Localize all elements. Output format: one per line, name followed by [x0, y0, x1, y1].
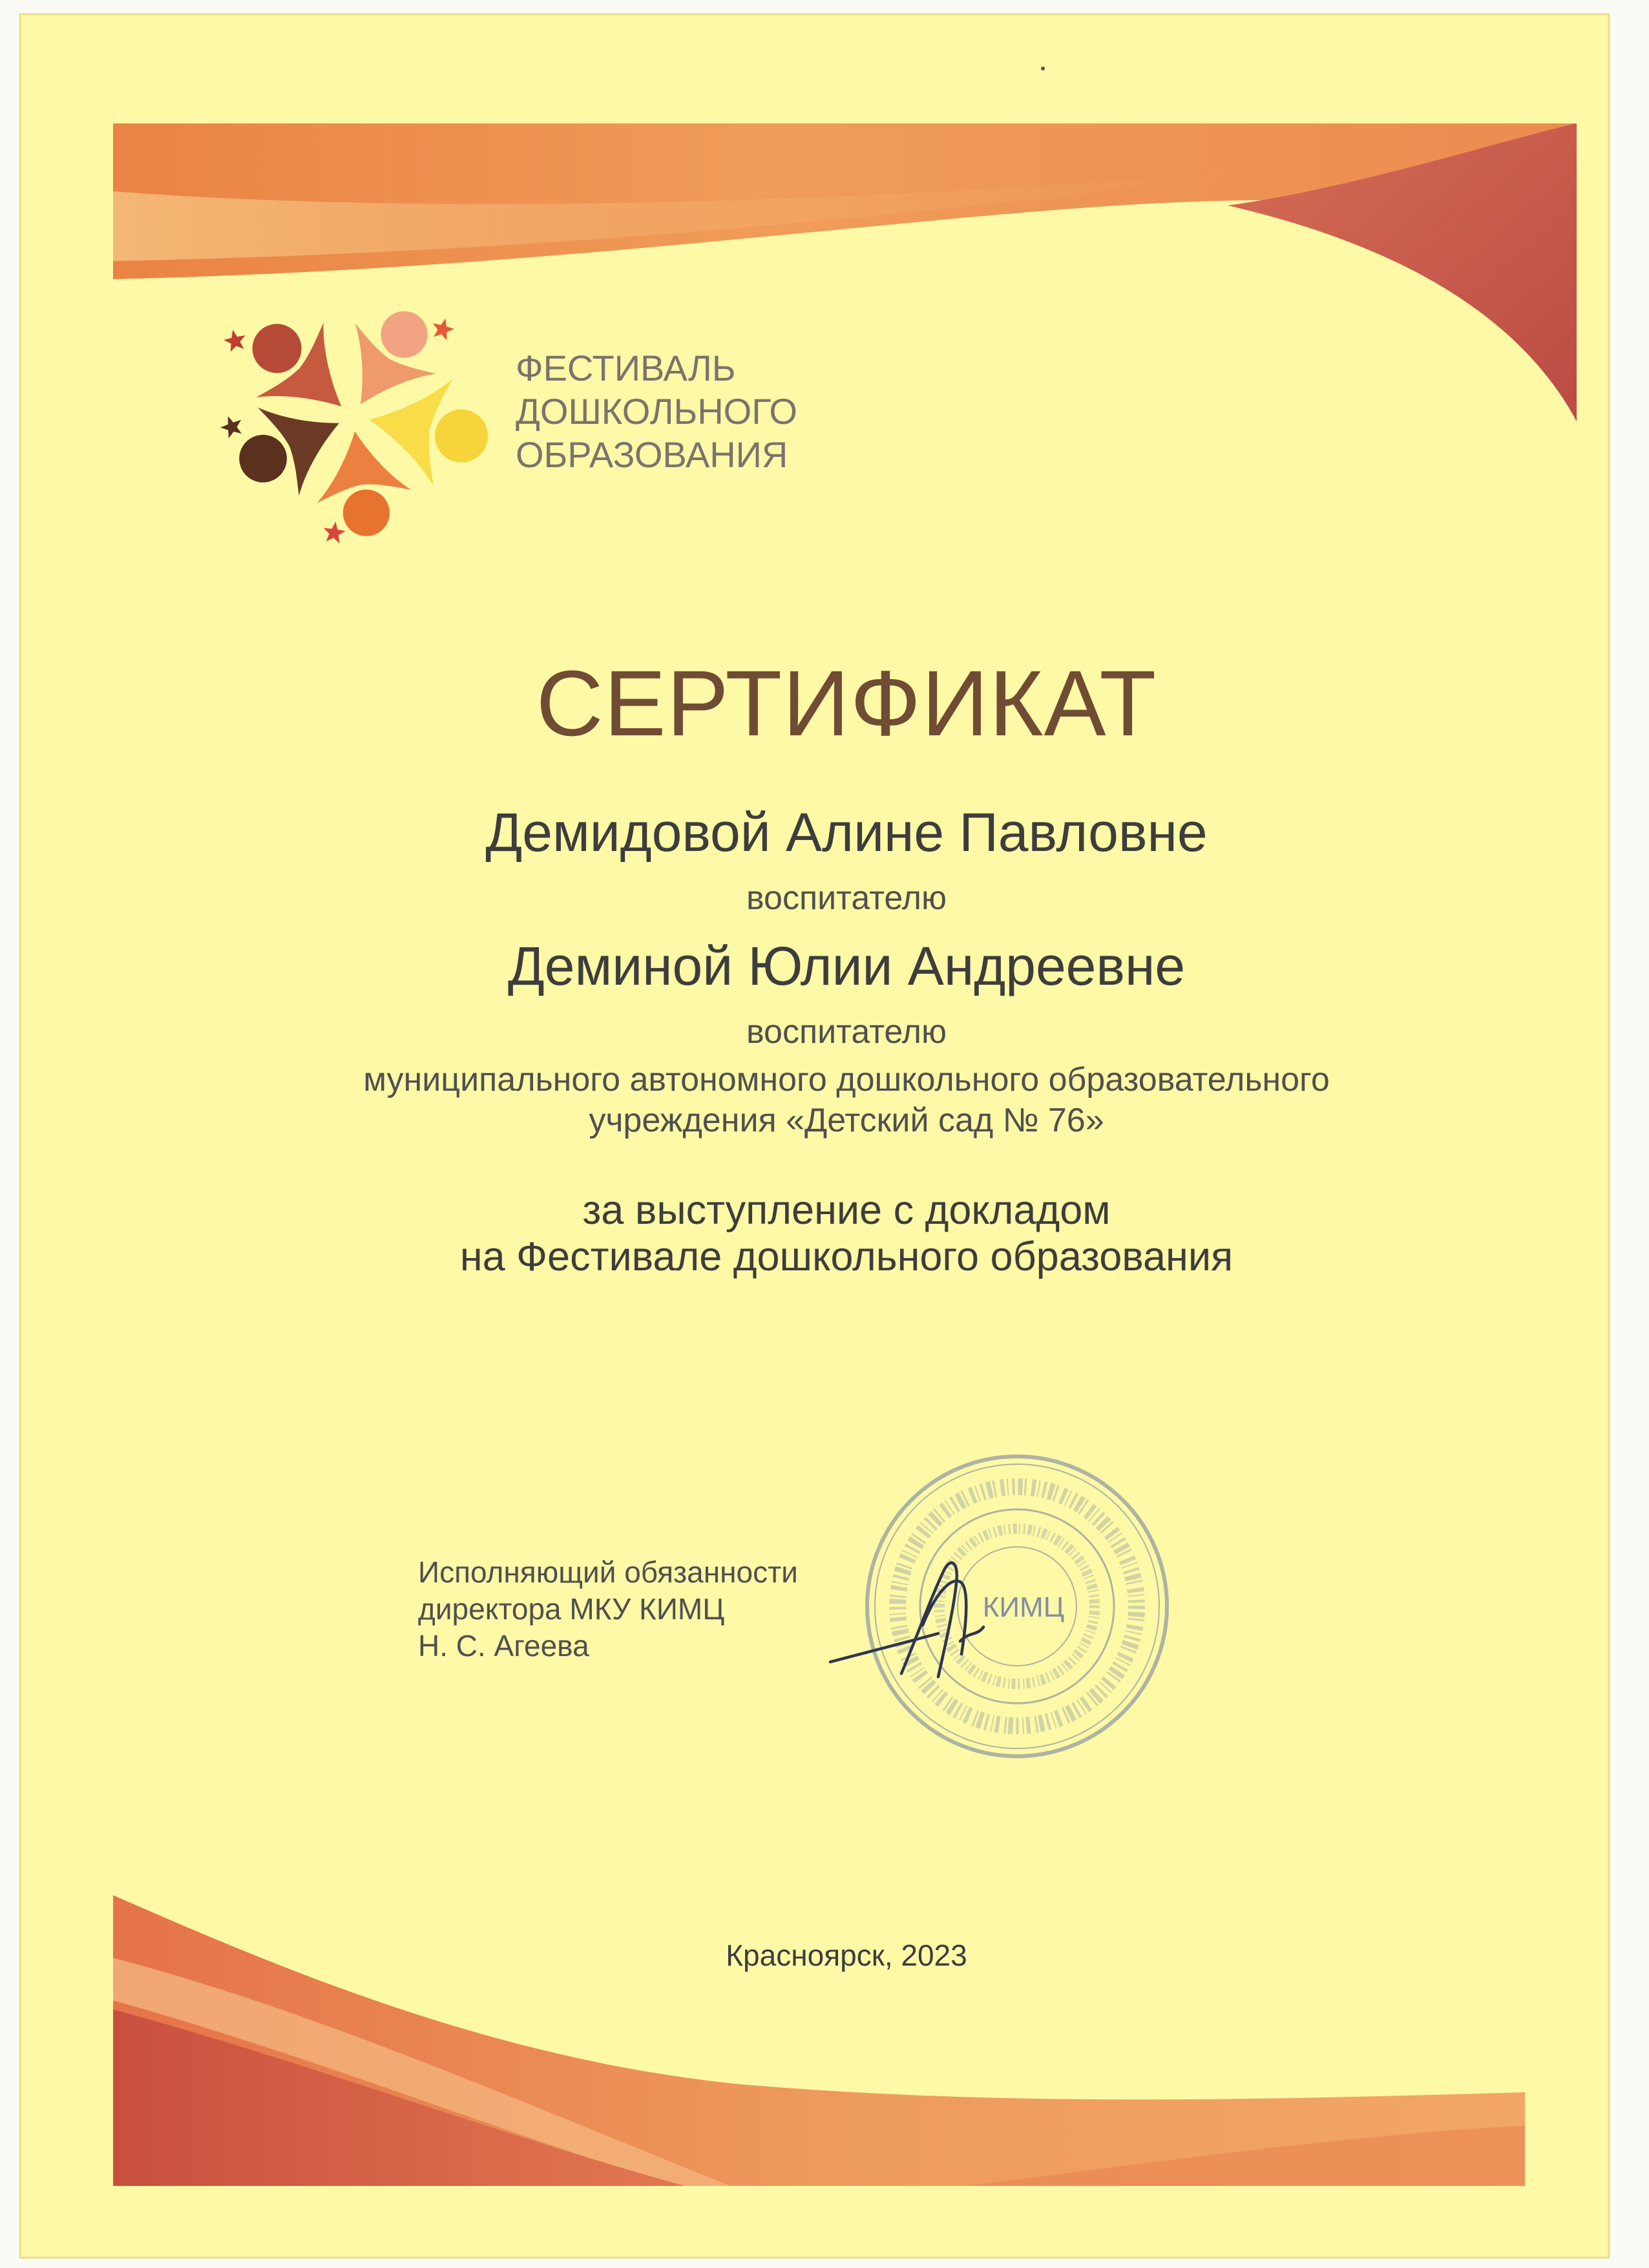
organization-line: учреждения «Детский сад № 76»	[589, 1102, 1104, 1139]
award-reason-line: за выступление с докладом	[582, 1188, 1111, 1233]
signatory-line: директора МКУ КИМЦ	[418, 1592, 725, 1626]
logo-title-line: ДОШКОЛЬНОГО	[516, 391, 797, 432]
recipient-name: Деминой Юлии Андреевне	[507, 936, 1186, 996]
signatory-name: Н. С. Агеева	[418, 1629, 589, 1663]
recipient-position: воспитателю	[746, 1013, 947, 1051]
recipient-position: воспитателю	[746, 879, 947, 917]
organization-line: муниципального автономного дошкольного образовательного	[363, 1061, 1330, 1098]
stamp-center-text: КИМЦ	[982, 1591, 1065, 1623]
logo-title-line: ФЕСТИВАЛЬ	[516, 348, 736, 388]
recipient-name: Демидовой Алине Павловне	[485, 802, 1208, 863]
logo-title-line: ОБРАЗОВАНИЯ	[516, 434, 788, 475]
certificate-body	[200, 0, 1493, 2268]
certificate-title: СЕРТИФИКАТ	[536, 651, 1157, 755]
award-reason-line: на Фестивале дошкольного образования	[459, 1234, 1234, 1279]
place-date: Красноярск, 2023	[726, 1938, 967, 1972]
signatory-line: Исполняющий обязанности	[418, 1555, 798, 1589]
signatory-block	[418, 1554, 798, 1664]
